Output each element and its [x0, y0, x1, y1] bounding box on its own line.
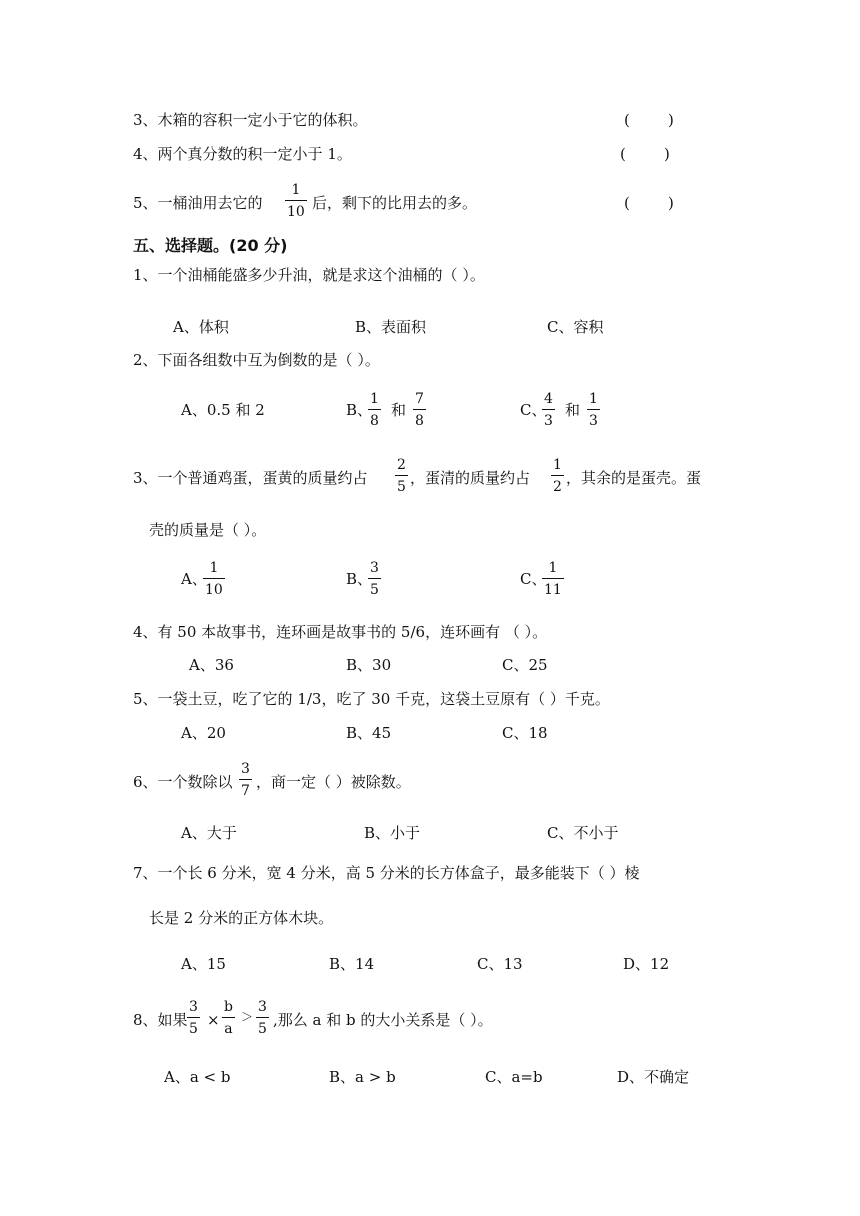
question-5-option-a[interactable]: A、20 [181, 724, 226, 742]
question-8-option-a[interactable]: A、a < b [164, 1068, 231, 1086]
fraction-numerator: b [224, 999, 233, 1015]
fraction-numerator: 1 [589, 391, 598, 407]
question-5-option-b[interactable]: B、45 [346, 724, 392, 742]
question-8-text-part-1: 8、如果 [133, 1011, 188, 1029]
section-title: 五、选择题。(20 分) [133, 236, 288, 255]
question-6-fraction [239, 762, 252, 798]
judgement-q3-blank[interactable]: ( ) [624, 111, 674, 129]
fraction-denominator: 7 [239, 779, 252, 798]
fraction-numerator: 3 [370, 560, 379, 576]
question-1-text: 1、一个油桶能盛多少升油，就是求这个油桶的（ ）。 [133, 266, 485, 284]
fraction-numerator: 1 [291, 182, 301, 198]
fraction-numerator: 1 [553, 457, 562, 473]
question-3-option-b-fraction [368, 561, 381, 597]
question-2-option-b-fraction-1 [368, 392, 381, 428]
fraction-denominator: 5 [368, 578, 381, 597]
fraction-numerator: 1 [548, 560, 558, 576]
question-7-option-c[interactable]: C、13 [477, 955, 523, 973]
question-8-times-sign: × [207, 1011, 220, 1029]
question-7-option-b[interactable]: B、14 [329, 955, 375, 973]
question-3-text-line-2: 壳的质量是（ ）。 [149, 521, 267, 539]
fraction-numerator: 4 [544, 391, 553, 407]
question-6-text-part-2: ，商一定（ ）被除数。 [256, 773, 411, 791]
question-4-text: 4、有 50 本故事书，连环画是故事书的 5/6，连环画有 （ ）。 [133, 623, 548, 641]
question-7-option-d[interactable]: D、12 [623, 955, 670, 973]
judgement-q4-blank[interactable]: ( ) [620, 145, 670, 163]
fraction-denominator: 8 [413, 409, 426, 428]
question-6-text-part-1: 6、一个数除以 [133, 773, 233, 791]
question-8-fraction-1 [187, 1000, 200, 1036]
fraction-denominator: 5 [395, 475, 408, 494]
fraction-denominator: 10 [203, 578, 225, 597]
question-2-option-b-and: 和 [391, 401, 407, 419]
question-2-option-b-fraction-2 [413, 392, 426, 428]
question-3-text-part-2: ，蛋清的质量约占 [410, 469, 531, 487]
question-8-option-d[interactable]: D、不确定 [617, 1068, 690, 1086]
question-3-fraction-yolk [395, 458, 408, 494]
judgement-q5-prefix: 5、一桶油用去它的 [133, 194, 263, 212]
judgement-q4-text: 4、两个真分数的积一定小于 1。 [133, 145, 352, 163]
fraction-numerator: 3 [189, 999, 198, 1015]
question-1-option-c[interactable]: C、容积 [547, 318, 604, 336]
question-8-option-b[interactable]: B、a > b [329, 1068, 396, 1086]
question-1-option-b[interactable]: B、表面积 [355, 318, 427, 336]
fraction-denominator: 11 [542, 578, 564, 597]
fraction-denominator: 8 [368, 409, 381, 428]
fraction-numerator: 1 [370, 391, 379, 407]
question-6-option-c[interactable]: C、不小于 [547, 824, 619, 842]
question-7-option-a[interactable]: A、15 [181, 955, 226, 973]
question-8-option-c[interactable]: C、a=b [485, 1068, 543, 1086]
fraction-numerator: 3 [258, 999, 267, 1015]
judgement-q5-suffix: 后，剩下的比用去的多。 [312, 194, 478, 212]
question-2-option-c-fraction-2 [587, 392, 600, 428]
fraction-denominator: 3 [587, 409, 600, 428]
question-3-option-c-label[interactable]: C、 [520, 570, 547, 588]
fraction-numerator: 2 [397, 457, 406, 473]
fraction-numerator: 7 [415, 391, 424, 407]
question-6-option-a[interactable]: A、大于 [181, 824, 237, 842]
judgement-q5-blank[interactable]: ( ) [624, 194, 674, 212]
fraction-denominator: 2 [551, 475, 564, 494]
fraction-denominator: 5 [187, 1017, 200, 1036]
question-5-option-c[interactable]: C、18 [502, 724, 548, 742]
question-4-option-b[interactable]: B、30 [346, 656, 392, 674]
question-2-option-a[interactable]: A、0.5 和 2 [181, 401, 265, 419]
question-2-option-c-fraction-1 [542, 392, 555, 428]
question-8-fraction-2 [222, 1000, 235, 1036]
question-6-option-b[interactable]: B、小于 [364, 824, 421, 842]
fraction-denominator: a [222, 1017, 234, 1036]
fraction-numerator: 3 [241, 761, 250, 777]
question-2-option-b-label[interactable]: B、 [346, 401, 373, 419]
question-4-option-a[interactable]: A、36 [189, 656, 234, 674]
question-3-text-part-1: 3、一个普通鸡蛋，蛋黄的质量约占 [133, 469, 368, 487]
question-7-text-line-2: 长是 2 分米的正方体木块。 [149, 909, 334, 927]
question-8-fraction-3 [256, 1000, 269, 1036]
question-2-option-c-label[interactable]: C、 [520, 401, 547, 419]
question-3-option-b-label[interactable]: B、 [346, 570, 373, 588]
fraction-denominator: 5 [256, 1017, 269, 1036]
question-3-option-a-label[interactable]: A、 [181, 570, 207, 588]
question-7-text-line-1: 7、一个长 6 分米，宽 4 分米，高 5 分米的长方体盒子，最多能装下（ ）棱 [133, 864, 640, 882]
question-5-text: 5、一袋土豆，吃了它的 1/3，吃了 30 千克，这袋土豆原有（ ）千克。 [133, 690, 610, 708]
question-3-option-c-fraction [542, 561, 564, 597]
fraction-denominator: 10 [285, 200, 307, 219]
judgement-q3-text: 3、木箱的容积一定小于它的体积。 [133, 111, 368, 129]
question-3-option-a-fraction [203, 561, 225, 597]
judgement-q5-fraction [285, 183, 307, 219]
question-8-text-part-2: ,那么 a 和 b 的大小关系是（ ）。 [273, 1011, 493, 1029]
question-1-option-a[interactable]: A、体积 [173, 318, 229, 336]
question-3-text-part-3: ，其余的是蛋壳。蛋 [566, 469, 702, 487]
question-8-greater-sign: ＞ [241, 1010, 254, 1024]
question-3-fraction-white [551, 458, 564, 494]
fraction-denominator: 3 [542, 409, 555, 428]
question-2-text: 2、下面各组数中互为倒数的是（ ）。 [133, 351, 380, 369]
question-2-option-c-and: 和 [565, 401, 581, 419]
fraction-numerator: 1 [209, 560, 219, 576]
question-4-option-c[interactable]: C、25 [502, 656, 548, 674]
